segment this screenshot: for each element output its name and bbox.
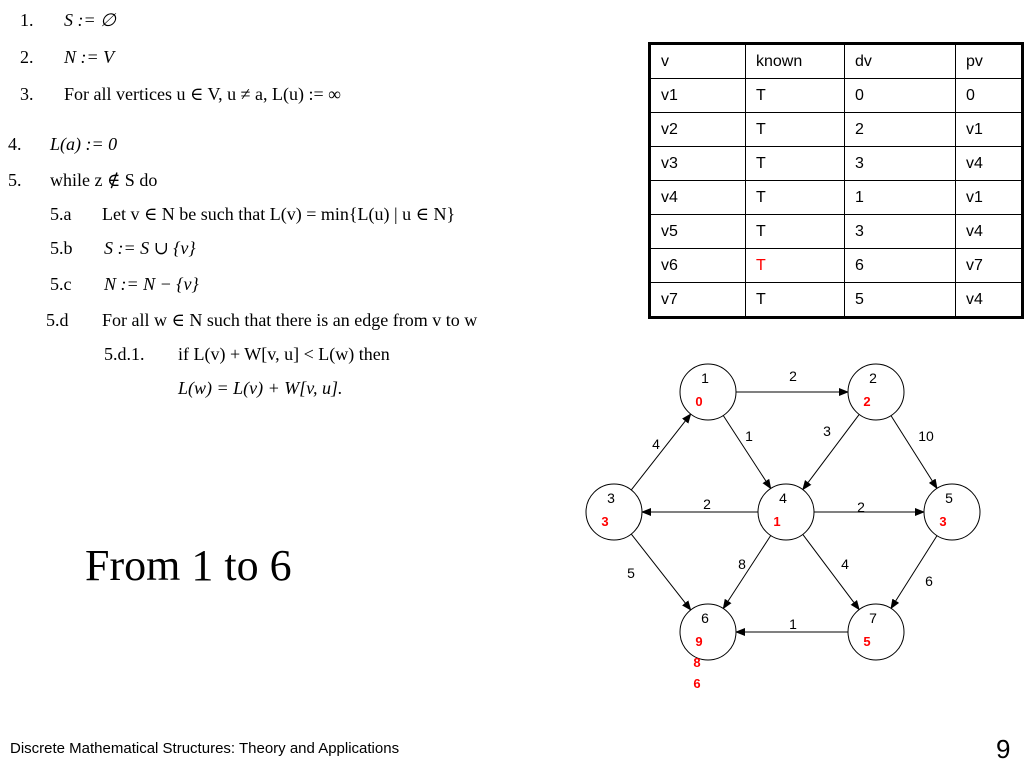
table-header-cell: pv	[956, 44, 1023, 79]
table-cell: v6	[650, 249, 746, 283]
algo-line-text: L(w) = L(v) + W[v, u].	[178, 378, 343, 398]
edge-weight-7-6: 1	[789, 616, 797, 632]
table-cell-highlighted: T	[746, 249, 845, 283]
table-cell: 3	[845, 215, 956, 249]
footer-text: Discrete Mathematical Structures: Theory and Applications	[10, 740, 400, 757]
edge-3-6	[631, 534, 690, 610]
table-cell: v1	[650, 79, 746, 113]
node-6	[680, 604, 736, 691]
node-label: 7	[869, 610, 877, 626]
table-cell: 5	[845, 283, 956, 318]
table-cell: v4	[956, 215, 1023, 249]
algo-line-text: N := V	[64, 47, 115, 67]
edge-3-1	[631, 414, 690, 490]
edge-weight-4-5: 2	[857, 499, 865, 515]
table-cell: 0	[956, 79, 1023, 113]
algo-line-text: For all w ∈ N such that there is an edge from v to w	[102, 310, 478, 330]
node-label: 2	[869, 370, 877, 386]
node-distance: 5	[863, 634, 871, 649]
page-number: 9	[996, 734, 1011, 764]
table-cell: T	[746, 283, 845, 318]
slide-title: From 1 to 6	[85, 541, 292, 590]
algo-line-text: N := N − {v}	[104, 274, 199, 294]
table-cell: v1	[956, 113, 1023, 147]
node-distance: 0	[695, 394, 703, 409]
algo-line-text: For all vertices u ∈ V, u ≠ a, L(u) := ∞	[64, 84, 341, 104]
edge-weight-3-6: 5	[627, 565, 635, 581]
edge-weight-1-2: 2	[789, 368, 797, 384]
node-1	[680, 364, 736, 420]
edge-weight-2-5: 10	[918, 428, 934, 444]
node-label: 5	[945, 490, 953, 506]
edge-weight-5-7: 6	[925, 573, 933, 589]
algo-line-text: L(a) := 0	[50, 134, 118, 154]
algo-line-number: 5.b	[50, 238, 73, 258]
table-cell: T	[746, 113, 845, 147]
edge-4-6	[723, 535, 770, 608]
table-cell: 3	[845, 147, 956, 181]
node-4	[758, 484, 814, 540]
table-cell: v3	[650, 147, 746, 181]
algo-line-text: if L(v) + W[v, u] < L(w) then	[178, 344, 390, 364]
algo-line-number: 5.d	[46, 310, 69, 330]
node-7	[848, 604, 904, 660]
node-label: 3	[607, 490, 615, 506]
algo-line-text: Let v ∈ N be such that L(v) = min{L(u) | u ∈ N}	[102, 204, 456, 224]
table-cell: v5	[650, 215, 746, 249]
node-distance: 6	[693, 676, 701, 691]
algo-line-number: 5.	[8, 170, 22, 190]
edge-weight-2-4: 3	[823, 423, 831, 439]
algo-line-number: 1.	[20, 10, 34, 30]
table-cell: v7	[650, 283, 746, 318]
node-distance: 2	[863, 394, 871, 409]
edge-weight-3-1: 4	[652, 436, 660, 452]
table-cell: v1	[956, 181, 1023, 215]
table-header-cell: dv	[845, 44, 956, 79]
algo-line-text: S := ∅	[64, 10, 116, 30]
edge-weight-1-4: 1	[745, 428, 753, 444]
edge-4-7	[803, 534, 859, 609]
node-3	[586, 484, 642, 540]
edge-1-4	[723, 415, 770, 488]
algo-line-number: 2.	[20, 47, 34, 67]
node-distance: 8	[693, 655, 701, 670]
node-distance: 3	[939, 514, 947, 529]
table-cell: 6	[845, 249, 956, 283]
table-cell: v2	[650, 113, 746, 147]
node-distance: 3	[601, 514, 609, 529]
table-cell: T	[746, 79, 845, 113]
algo-line-number: 5.c	[50, 274, 72, 294]
table-cell: T	[746, 215, 845, 249]
table-cell: 0	[845, 79, 956, 113]
edge-2-5	[891, 416, 937, 489]
algo-line-number: 5.d.1.	[104, 344, 145, 364]
table-cell: T	[746, 147, 845, 181]
algo-line-number: 3.	[20, 84, 34, 104]
node-distance: 9	[695, 634, 703, 649]
edge-weight-4-6: 8	[738, 556, 746, 572]
table-cell: 2	[845, 113, 956, 147]
node-distance: 1	[773, 514, 781, 529]
edge-5-7	[891, 536, 937, 609]
edge-2-4	[803, 414, 859, 489]
table-header-cell: v	[650, 44, 746, 79]
node-label: 1	[701, 370, 709, 386]
algo-line-number: 4.	[8, 134, 22, 154]
algo-line-text: while z ∉ S do	[50, 170, 158, 190]
table-cell: v4	[956, 283, 1023, 318]
algo-line-number: 5.a	[50, 204, 72, 224]
table-cell: v4	[956, 147, 1023, 181]
node-label: 6	[701, 610, 709, 626]
table-header-cell: known	[746, 44, 845, 79]
table-cell: v4	[650, 181, 746, 215]
node-2	[848, 364, 904, 420]
node-label: 4	[779, 490, 787, 506]
edge-weight-4-7: 4	[841, 556, 849, 572]
algo-line-text: S := S ∪ {v}	[104, 238, 196, 258]
node-5	[924, 484, 980, 540]
table-cell: v7	[956, 249, 1023, 283]
edge-weight-4-3: 2	[703, 496, 711, 512]
table-cell: 1	[845, 181, 956, 215]
table-cell: T	[746, 181, 845, 215]
